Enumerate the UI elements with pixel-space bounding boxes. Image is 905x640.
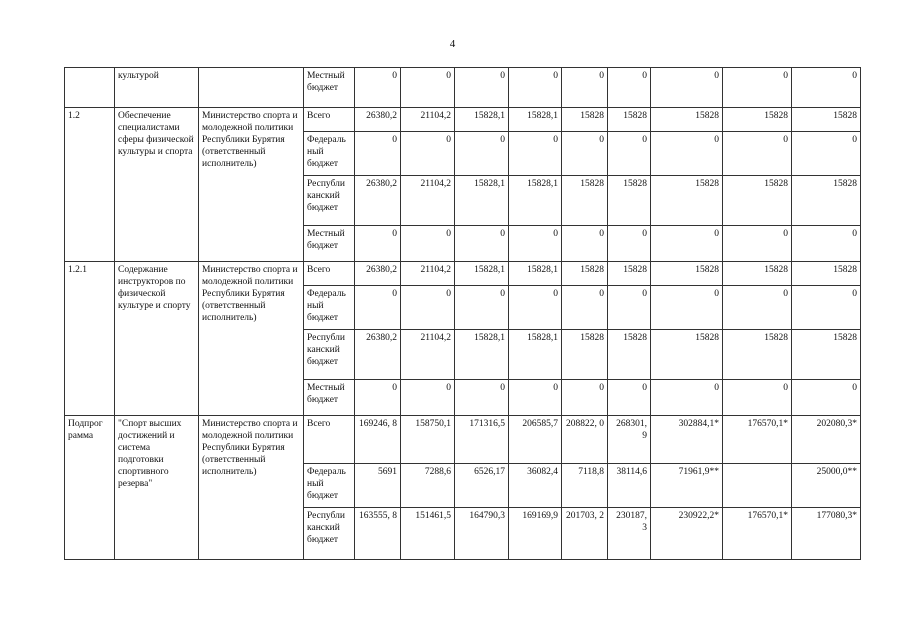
value-cell: 38114,6 [608, 464, 651, 508]
value-cell: 0 [651, 226, 723, 262]
value-cell: 15828,1 [455, 108, 509, 132]
value-cell: 0 [562, 68, 608, 108]
value-cell: 15828 [792, 262, 861, 286]
row-executor-cell [199, 68, 304, 108]
funding-source-cell: Федераль ный бюджет [304, 132, 355, 176]
row-executor-cell: Министерство спорта и молодежной политики Республики Бурятия (ответственный исполнитель) [199, 262, 304, 416]
value-cell: 0 [792, 132, 861, 176]
value-cell: 0 [562, 132, 608, 176]
value-cell: 21104,2 [401, 176, 455, 226]
value-cell: 0 [355, 226, 401, 262]
value-cell: 15828 [608, 108, 651, 132]
funding-source-cell: Федераль ный бюджет [304, 464, 355, 508]
value-cell: 15828 [608, 176, 651, 226]
row-code-cell: 1.2.1 [65, 262, 115, 416]
value-cell: 0 [723, 68, 792, 108]
table-row [65, 262, 861, 286]
funding-source-cell: Федераль ный бюджет [304, 286, 355, 330]
value-cell: 0 [401, 226, 455, 262]
value-cell: 208822, 0 [562, 416, 608, 464]
value-cell: 302884,1* [651, 416, 723, 464]
value-cell: 163555, 8 [355, 508, 401, 560]
value-cell: 6526,17 [455, 464, 509, 508]
budget-table [64, 67, 861, 560]
value-cell: 71961,9** [651, 464, 723, 508]
value-cell: 0 [509, 68, 562, 108]
value-cell: 0 [723, 286, 792, 330]
value-cell: 26380,2 [355, 330, 401, 380]
value-cell: 0 [355, 380, 401, 416]
value-cell: 0 [608, 380, 651, 416]
value-cell: 0 [455, 132, 509, 176]
value-cell: 177080,3* [792, 508, 861, 560]
value-cell: 0 [562, 380, 608, 416]
value-cell: 0 [608, 132, 651, 176]
value-cell: 0 [723, 226, 792, 262]
value-cell: 0 [608, 226, 651, 262]
value-cell: 15828 [792, 176, 861, 226]
value-cell: 5691 [355, 464, 401, 508]
value-cell: 0 [608, 286, 651, 330]
value-cell: 15828 [562, 176, 608, 226]
row-name-cell: Содержание инструкторов по физической культуре и спорту [115, 262, 199, 416]
value-cell: 15828 [562, 108, 608, 132]
value-cell: 0 [401, 68, 455, 108]
value-cell: 0 [401, 286, 455, 330]
value-cell: 15828 [723, 108, 792, 132]
value-cell: 15828 [723, 176, 792, 226]
value-cell: 151461,5 [401, 508, 455, 560]
value-cell: 21104,2 [401, 262, 455, 286]
value-cell: 158750,1 [401, 416, 455, 464]
value-cell: 15828 [608, 262, 651, 286]
value-cell: 0 [562, 286, 608, 330]
value-cell: 169246, 8 [355, 416, 401, 464]
value-cell: 15828 [651, 176, 723, 226]
value-cell: 25000,0** [792, 464, 861, 508]
value-cell: 0 [509, 226, 562, 262]
value-cell [723, 464, 792, 508]
value-cell: 176570,1* [723, 416, 792, 464]
funding-source-cell: Всего [304, 108, 355, 132]
value-cell: 0 [792, 380, 861, 416]
value-cell: 171316,5 [455, 416, 509, 464]
funding-source-cell: Республи канский бюджет [304, 508, 355, 560]
value-cell: 0 [651, 68, 723, 108]
value-cell: 26380,2 [355, 176, 401, 226]
value-cell: 15828 [562, 330, 608, 380]
table-row [65, 416, 861, 464]
value-cell: 206585,7 [509, 416, 562, 464]
value-cell: 7118,8 [562, 464, 608, 508]
value-cell: 21104,2 [401, 108, 455, 132]
value-cell: 0 [792, 226, 861, 262]
value-cell: 26380,2 [355, 262, 401, 286]
value-cell: 164790,3 [455, 508, 509, 560]
value-cell: 202080,3* [792, 416, 861, 464]
funding-source-cell: Республи канский бюджет [304, 176, 355, 226]
value-cell: 15828 [723, 330, 792, 380]
value-cell: 0 [355, 68, 401, 108]
value-cell: 0 [455, 68, 509, 108]
value-cell: 0 [401, 132, 455, 176]
value-cell: 0 [509, 286, 562, 330]
value-cell: 15828 [651, 330, 723, 380]
value-cell: 15828 [651, 262, 723, 286]
value-cell: 15828 [608, 330, 651, 380]
funding-source-cell: Местный бюджет [304, 68, 355, 108]
funding-source-cell: Местный бюджет [304, 380, 355, 416]
row-code-cell: Подпрог рамма [65, 416, 115, 560]
value-cell: 0 [651, 286, 723, 330]
value-cell: 15828 [562, 262, 608, 286]
row-executor-cell: Министерство спорта и молодежной политики Республики Бурятия (ответственный исполнитель) [199, 108, 304, 262]
value-cell: 0 [723, 132, 792, 176]
value-cell: 0 [723, 380, 792, 416]
value-cell: 268301, 9 [608, 416, 651, 464]
table-row [65, 108, 861, 132]
value-cell: 0 [355, 132, 401, 176]
value-cell: 0 [562, 226, 608, 262]
funding-source-cell: Всего [304, 416, 355, 464]
value-cell: 0 [509, 132, 562, 176]
value-cell: 15828,1 [509, 108, 562, 132]
row-executor-cell: Министерство спорта и молодежной политики Республики Бурятия (ответственный исполнитель) [199, 416, 304, 560]
value-cell: 15828,1 [509, 176, 562, 226]
row-name-cell: Обеспечение специалистами сферы физической культуры и спорта [115, 108, 199, 262]
value-cell: 15828,1 [455, 262, 509, 286]
row-name-cell: культурой [115, 68, 199, 108]
row-name-cell: "Спорт высших достижений и система подготовки спортивного резерва" [115, 416, 199, 560]
value-cell: 15828,1 [509, 262, 562, 286]
value-cell: 15828 [792, 108, 861, 132]
value-cell: 0 [455, 226, 509, 262]
funding-source-cell: Всего [304, 262, 355, 286]
value-cell: 0 [455, 286, 509, 330]
value-cell: 201703, 2 [562, 508, 608, 560]
value-cell: 0 [455, 380, 509, 416]
value-cell: 15828 [792, 330, 861, 380]
value-cell: 15828,1 [455, 176, 509, 226]
value-cell: 15828 [651, 108, 723, 132]
value-cell: 7288,6 [401, 464, 455, 508]
table-row [65, 68, 861, 108]
value-cell: 21104,2 [401, 330, 455, 380]
value-cell: 26380,2 [355, 108, 401, 132]
value-cell: 0 [355, 286, 401, 330]
row-code-cell: 1.2 [65, 108, 115, 262]
value-cell: 36082,4 [509, 464, 562, 508]
funding-source-cell: Республи канский бюджет [304, 330, 355, 380]
value-cell: 0 [509, 380, 562, 416]
table-body [65, 68, 861, 560]
value-cell: 176570,1* [723, 508, 792, 560]
value-cell: 230187, 3 [608, 508, 651, 560]
value-cell: 15828 [723, 262, 792, 286]
value-cell: 0 [651, 132, 723, 176]
value-cell: 0 [608, 68, 651, 108]
value-cell: 15828,1 [455, 330, 509, 380]
funding-source-cell: Местный бюджет [304, 226, 355, 262]
value-cell: 169169,9 [509, 508, 562, 560]
value-cell: 0 [792, 68, 861, 108]
value-cell: 0 [792, 286, 861, 330]
value-cell: 230922,2* [651, 508, 723, 560]
value-cell: 0 [401, 380, 455, 416]
page-number: 4 [449, 38, 456, 50]
row-code-cell [65, 68, 115, 108]
value-cell: 15828,1 [509, 330, 562, 380]
value-cell: 0 [651, 380, 723, 416]
